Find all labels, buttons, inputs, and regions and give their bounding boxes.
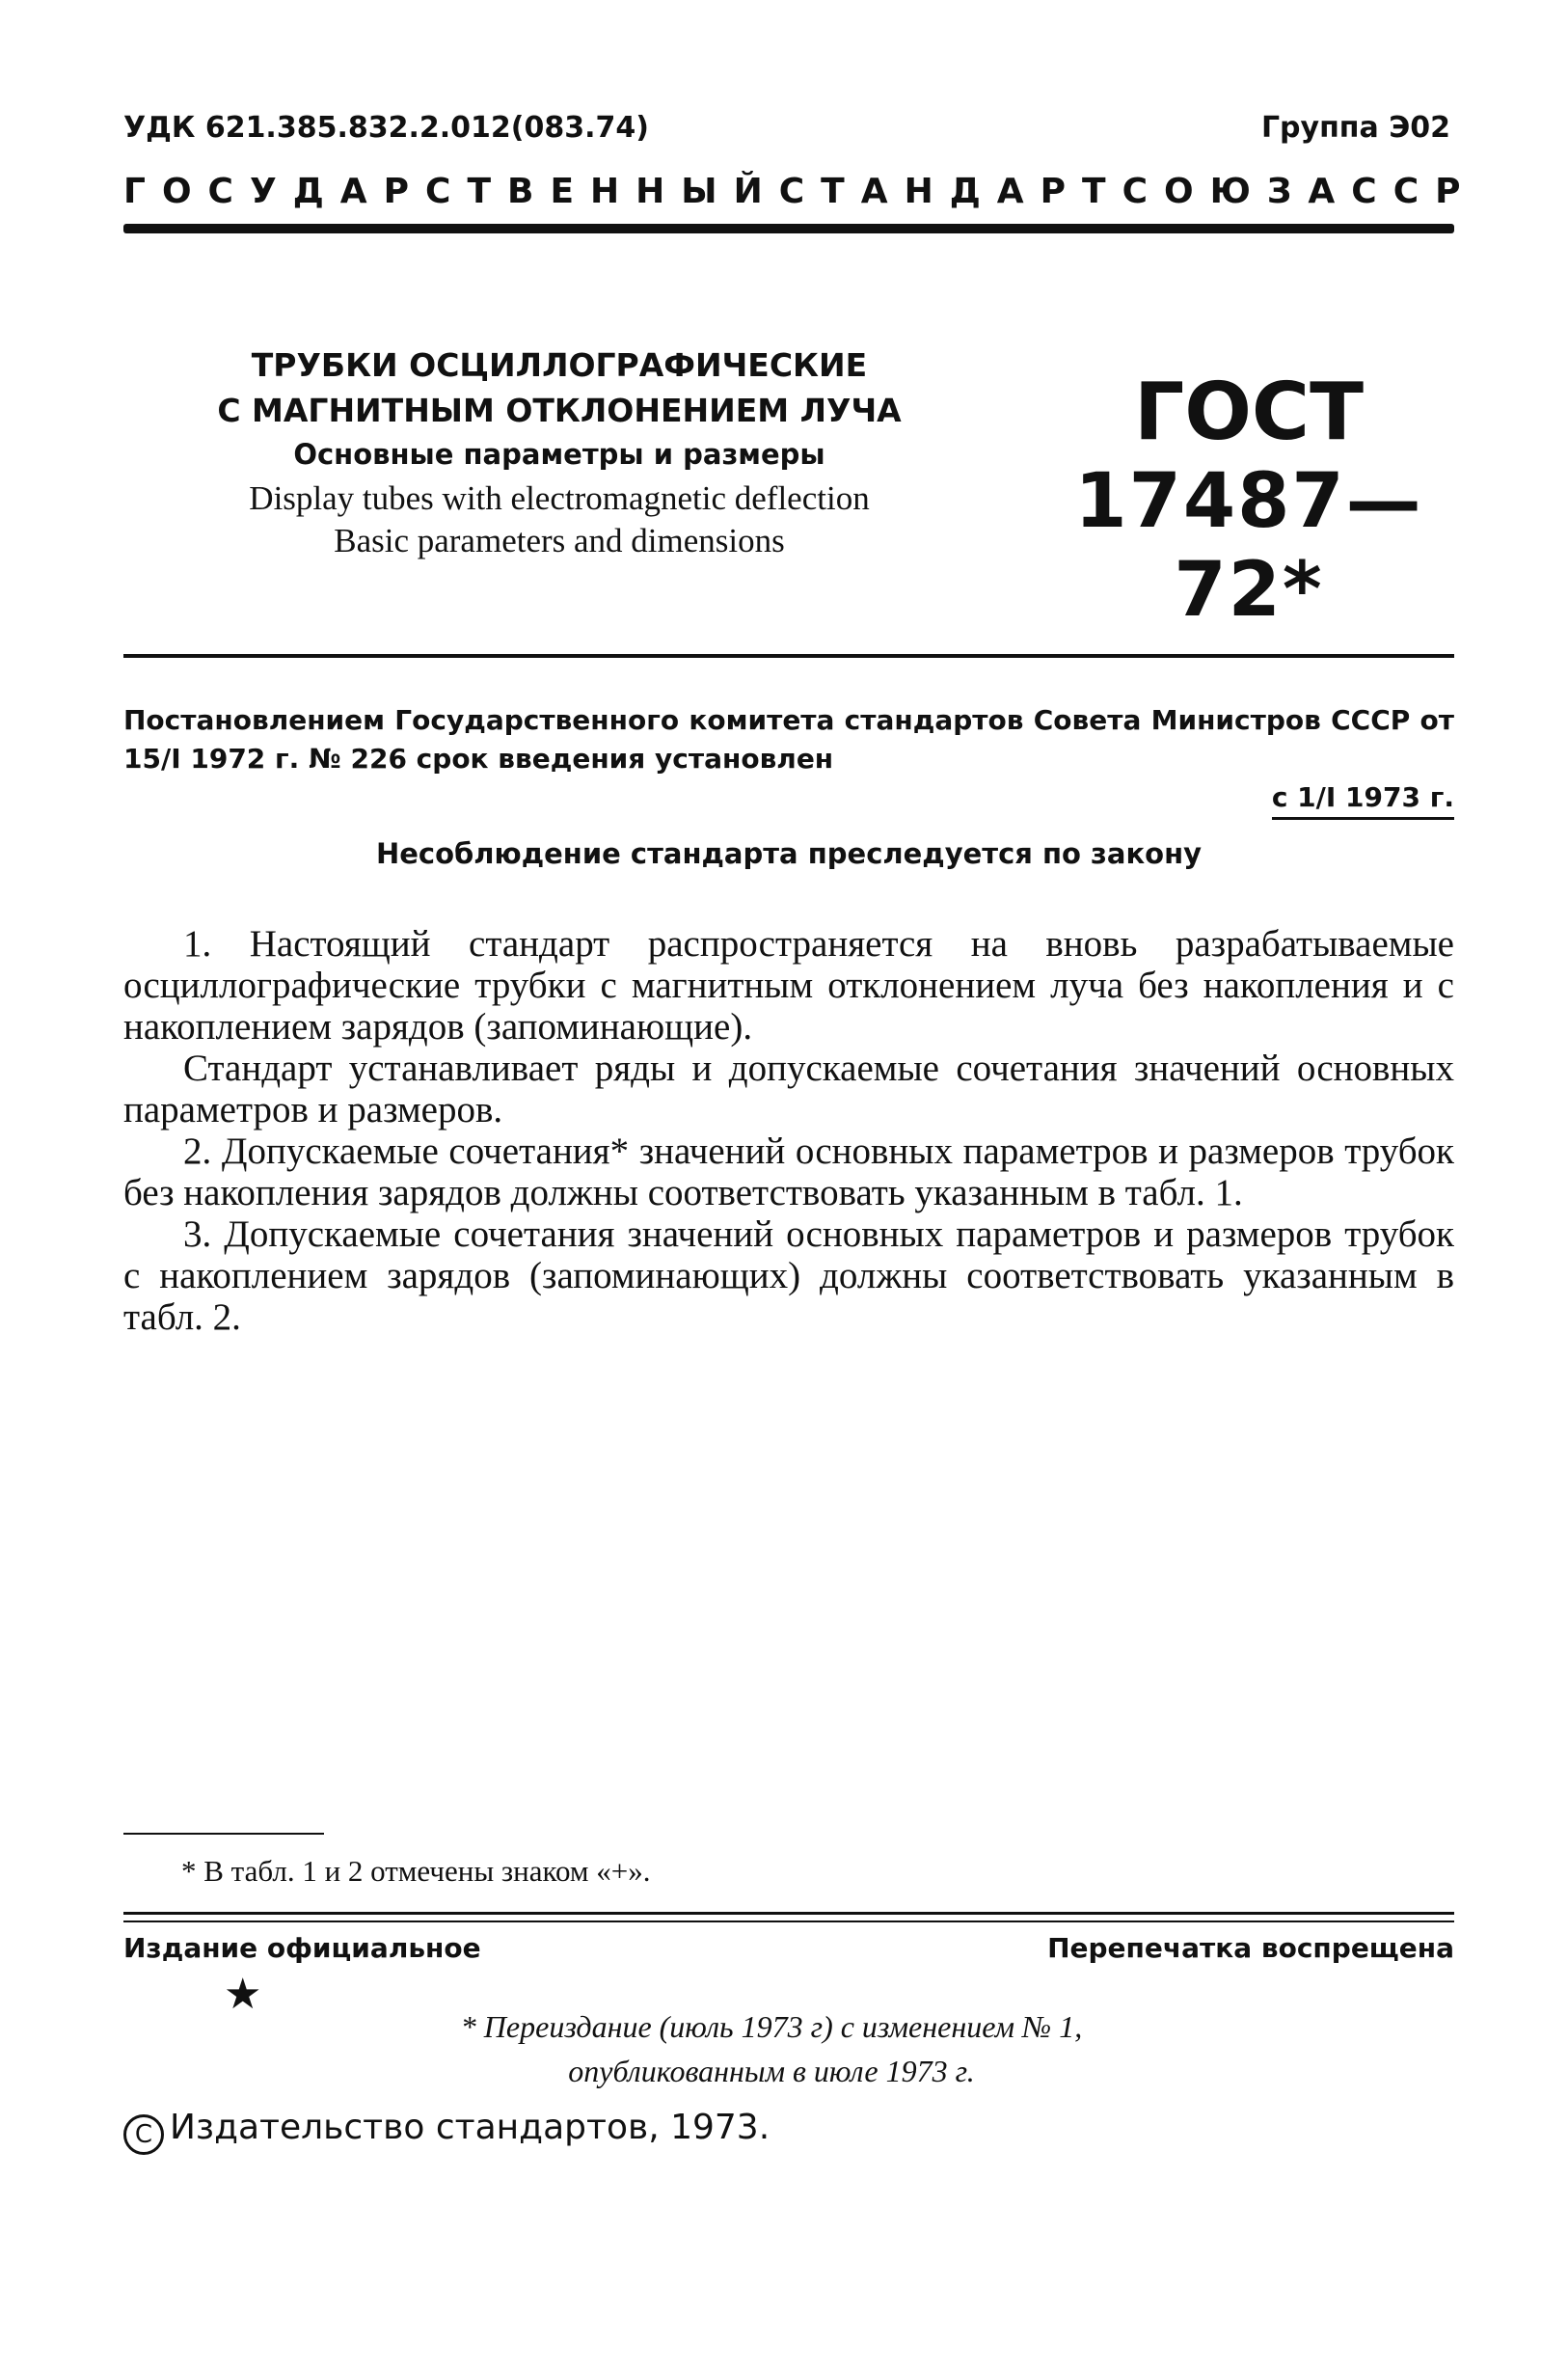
copyright — [123, 2108, 770, 2155]
reissue-line-2: опубликованным в июле 1973 г. — [568, 2054, 975, 2088]
footnote-rule — [123, 1833, 324, 1835]
title-line-1: ТРУБКИ ОСЦИЛЛОГРАФИЧЕСКИЕ — [251, 346, 868, 384]
official-edition-label: Издание официальное — [123, 1932, 481, 1964]
title-en-line-1: Display tubes with electromagnetic deflection — [249, 479, 870, 517]
title-block — [135, 342, 984, 560]
gost-label: ГОСТ — [1133, 367, 1365, 458]
reprint-prohibited-label: Перепечатка воспрещена — [1047, 1932, 1454, 1964]
group-code: Группа Э02 — [1260, 111, 1450, 145]
legal-warning: Несоблюдение стандарта преследуется по закону — [375, 837, 1203, 870]
title-line-2: С МАГНИТНЫМ ОТКЛОНЕНИЕМ ЛУЧА — [217, 392, 902, 429]
state-standard-banner — [123, 172, 1477, 211]
banner-word-3: СОЮЗА — [1122, 172, 1352, 211]
section-rule — [123, 654, 1454, 658]
udk-code: УДК 621.385.832.2.012(083.74) — [123, 111, 649, 145]
footer-rule-thin — [123, 1921, 1454, 1922]
paragraph-1: 1. Настоящий стандарт распространяется на вновь разрабатываемые осциллографические трубки с магнитным отклонением луча без накопления и с накоплением зарядов (запоминающие). — [123, 923, 1454, 1048]
header-rule — [123, 224, 1454, 233]
reissue-line-1: * Переиздание (июль 1973 г) с изменением № 1, — [460, 2009, 1083, 2044]
paragraph-4: 3. Допускаемые сочетания значений основных параметров и размеров трубок с накоплением зарядов (запоминающих) должны соответствовать указанным в табл. 2. — [123, 1213, 1454, 1338]
paragraph-2: Стандарт устанавливает ряды и допускаемые сочетания значений основных параметров и размеров. — [123, 1048, 1454, 1131]
paragraph-3: 2. Допускаемые сочетания* значений основных параметров и размеров трубок без накопления зарядов должны соответствовать указанным в табл. 1. — [123, 1131, 1454, 1213]
copyright-icon: C — [123, 2114, 164, 2155]
reissue-note — [289, 2004, 1254, 2093]
copyright-text: Издательство стандартов, 1973. — [170, 2108, 770, 2147]
banner-word-4: ССР — [1351, 172, 1477, 211]
gost-number: 17487—72* — [1074, 458, 1423, 634]
banner-word-2: СТАНДАРТ — [778, 172, 1122, 211]
title-subtitle: Основные параметры и размеры — [293, 438, 825, 471]
effective-date: с 1/I 1973 г. — [1272, 781, 1454, 820]
footer-rule-thick — [123, 1912, 1454, 1915]
footnote: * В табл. 1 и 2 отмечены знаком «+». — [181, 1854, 651, 1888]
banner-word-1: ГОСУДАРСТВЕННЫЙ — [123, 172, 779, 211]
body-text — [123, 923, 1454, 1338]
star-icon: ★ — [224, 1970, 262, 2019]
gost-designation — [1041, 368, 1456, 635]
title-en-line-2: Basic parameters and dimensions — [334, 522, 785, 559]
decree-text: Постановлением Государственного комитета стандартов Совета Министров СССР от 15/I 1972 г. № 226 срок введения установлен — [123, 704, 1454, 775]
